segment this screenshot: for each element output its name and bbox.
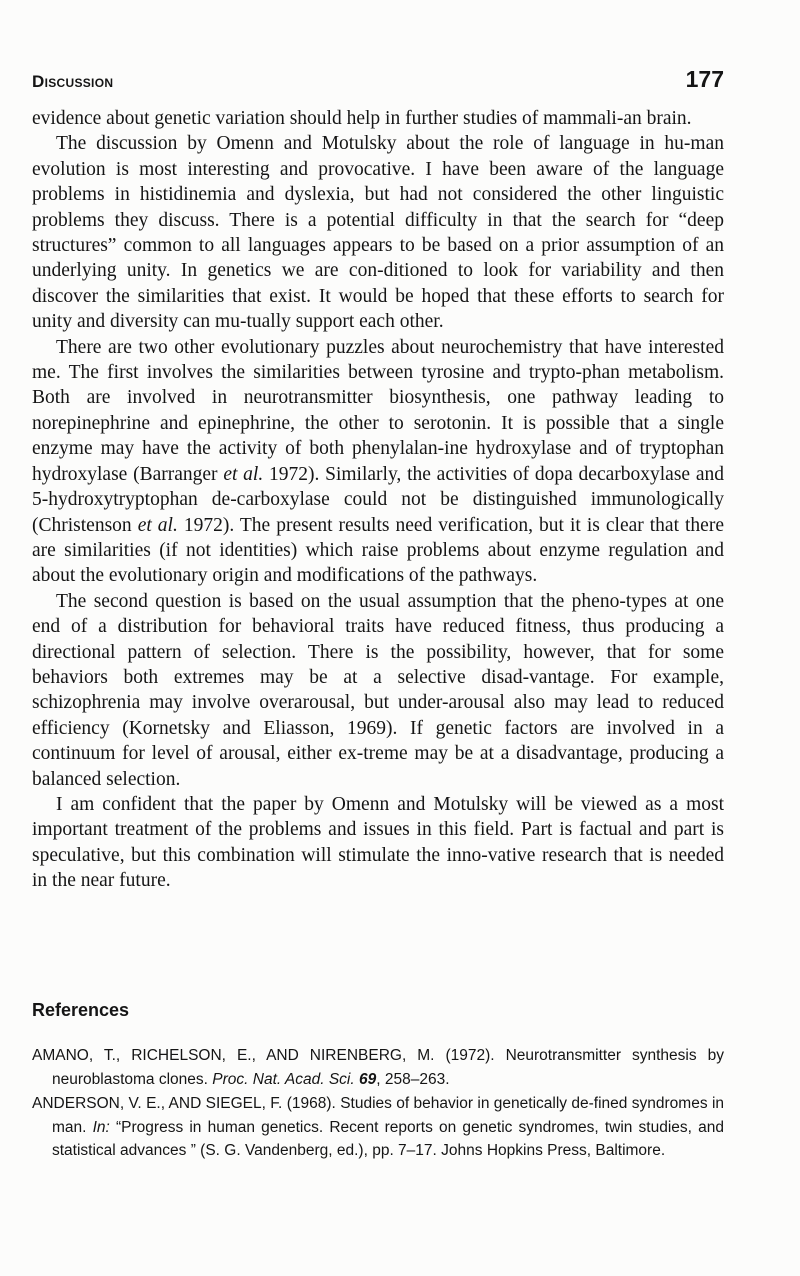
paragraph-4: The second question is based on the usual assumption that the pheno-types at one end of a distribution for behavioral traits have reduced fitness, thus producing a directional pattern of selection. There is the possibility, however, that for some behaviors both extremes may be at a selective disad-vantage. For example, schizophrenia may involve overarousal, but under-arousal also may lead to reduced efficiency (Kornetsky and Eliasson, 1969). If genetic factors are involved in a continuum for level of arousal, either ex-treme may be at a disadvantage, producing a balanced selection. <box>32 590 724 790</box>
reference-text: , 258–263. <box>376 1070 450 1088</box>
reference-authors: AMANO, T., RICHELSON, E., AND NIRENBERG, M. <box>32 1047 435 1064</box>
paragraph-3-text-c: 1972). The present results need verification, but it is clear that there are similarities (if not identities) which raise problems about enzyme regulation and about the evolutionary origin and modifications of the pathways. <box>32 514 724 587</box>
page-header <box>32 66 724 93</box>
reference-item <box>32 1044 724 1091</box>
reference-authors: ANDERSON, V. E., AND SIEGEL, F. <box>32 1095 283 1112</box>
references-list <box>32 1044 724 1164</box>
paragraph-3 <box>32 335 724 589</box>
paragraph-3-text-b: 1972). Similarly, the activities of dopa decarboxylase and 5-hydroxytryptophan de-carboxylase could not be distinguished immunologically (Christenson <box>32 463 724 536</box>
paragraph-3-text-a: There are two other evolutionary puzzles about neurochemistry that have interested me. The first involves the similarities between tyrosine and trypto-phan metabolism. Both are involved in neurotransmitter biosynthesis, one pathway leading to norepinephrine and epinephrine, the other to serotonin. It is possible that a single enzyme may have the activity of both phenylalan-ine hydroxylase and of tryptophan hydroxylase (Barranger <box>32 336 724 485</box>
reference-journal: Proc. Nat. Acad. Sci. <box>212 1070 355 1088</box>
citation-et-al: et al. <box>223 463 264 485</box>
paragraph-5: I am confident that the paper by Omenn and Motulsky will be viewed as a most important treatment of the problems and issues in this field. Part is factual and part is speculative, but this combination will stimulate the inno-vative research that is needed in the near future. <box>32 793 724 892</box>
reference-text: (1968). Studies of behavior in genetically de-fined syndromes in man. <box>52 1095 725 1136</box>
running-head: Discussion <box>32 72 114 91</box>
reference-item <box>32 1092 724 1163</box>
citation-et-al: et al. <box>137 514 178 536</box>
reference-text: “Progress in human genetics. Recent reports on genetic syndromes, twin studies, and statistical advances ” (S. G. Vandenberg, ed.), pp. 7–17. Johns Hopkins Press, Baltimore. <box>52 1118 724 1159</box>
paragraph-1: evidence about genetic variation should help in further studies of mammali-an brain. <box>32 108 692 129</box>
references-heading: References <box>32 1000 130 1020</box>
paragraph-2: The discussion by Omenn and Motulsky about the role of language in hu-man evolution is most interesting and provocative. I have been aware of the language problems in histidinemia and dyslexia, but had not considered the other linguistic problems they discuss. There is a potential difficulty in that the search for “deep structures” common to all languages appears to be based on a prior assumption of an underlying unity. In genetics we are con-ditioned to look for variability and then discover the similarities that exist. It would be hoped that these efforts to search for unity and diversity can mu-tually support each other. <box>32 133 724 333</box>
page-number: 177 <box>685 66 724 92</box>
reference-journal: In: <box>92 1118 110 1136</box>
reference-text: (1972). Neurotransmitter synthesis by neuroblastoma clones. <box>52 1047 724 1088</box>
body-text <box>32 106 724 894</box>
reference-volume: 69 <box>359 1070 377 1088</box>
